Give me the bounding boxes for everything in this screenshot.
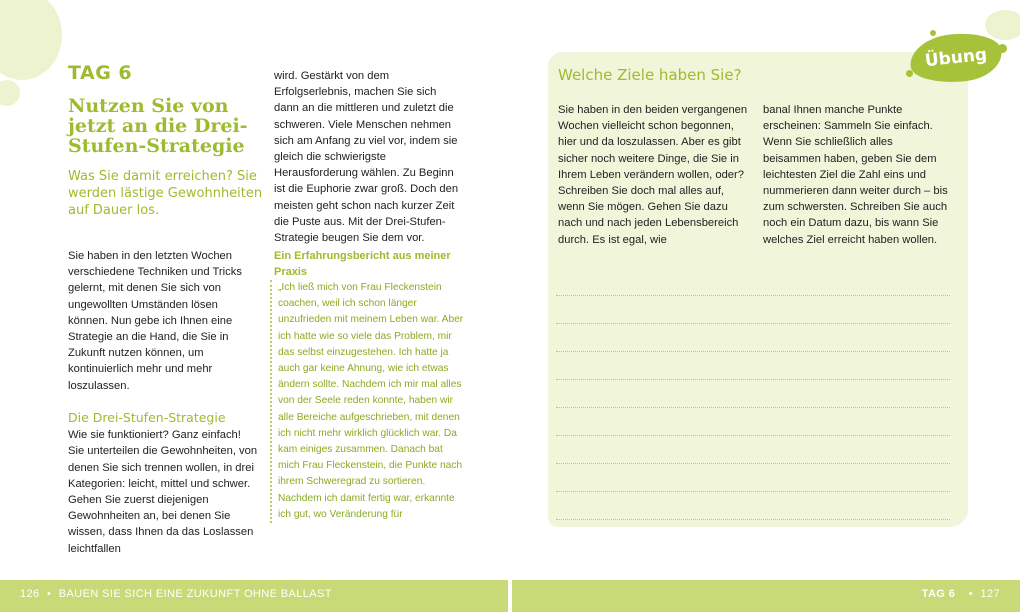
- writing-line[interactable]: [556, 464, 950, 492]
- section-paragraph: Wie sie funktioniert? Ganz einfach! Sie unterteilen die Gewohnheiten, von denen Sie sich trennen wollen, in drei Kategorien: leicht, mittel und schwer. Gehen Sie zuerst diejenigen Gewohnheiten an, bei denen Sie wissen, dass Ihnen da das Loslassen leichtfallen: [68, 429, 258, 555]
- day-label: TAG 6: [68, 62, 133, 84]
- exercise-paragraph-left: Sie haben in den beiden vergangenen Wochen vielleicht schon begonnen, hier und da loszulassen. Aber es gibt sicher noch weitere Dinge, die Sie in Ihrem Leben verändern wollen, oder? Schreiben Sie doch mal alles auf, wenn Sie mögen. Gehen Sie dazu nach und nach jeden Lebensbereich durch. Es ist egal, wie: [558, 104, 748, 246]
- footer-bullet: •: [968, 588, 973, 600]
- running-day: TAG 6: [921, 588, 956, 600]
- exercise-paragraph-right: banal Ihnen manche Punkte erscheinen: Sammeln Sie einfach. Wenn Sie schließlich alles beisammen haben, geben Sie dem leichtesten Ziel die Zahl eins und nummerieren dann weiter durch – bis zum schwersten. Schreiben Sie auch noch ein Datum dazu, bis wann Sie welches Ziel erreicht haben wollen.: [763, 104, 948, 246]
- writing-line[interactable]: [556, 324, 950, 352]
- writing-line[interactable]: [556, 492, 950, 520]
- writing-line[interactable]: [556, 268, 950, 296]
- exercise-title: Welche Ziele haben Sie?: [558, 66, 742, 84]
- section-heading: Die Drei-Stufen-Strategie: [68, 410, 226, 425]
- page-number-right: 127: [980, 588, 1000, 600]
- intro-paragraph: Sie haben in den letzten Wochen verschiedene Techniken und Tricks gelernt, mit denen Sie sich von ungewollten Umständen lösen können. Nun gebe ich Ihnen eine Strategie an die Hand, die Sie in Zukunft nutzen können, um kontinuierlich mehr und mehr loszulassen.: [68, 250, 242, 392]
- column-two-paragraph: wird. Gestärkt von dem Erfolgserlebnis, machen Sie sich dann an die mittleren und zuletzt die schweren. Viele Menschen nehmen sich am Anfang zu viel vor, indem sie gleich die schwierigste Herausforderung wählen. Zu Beginn ist die Euphorie zwar groß. Doch den meisten geht schon nach kurzer Zeit die Puste aus. Mit der Drei-Stufen-Strategie beugen Sie dem vor.: [274, 70, 459, 245]
- writing-line[interactable]: [556, 408, 950, 436]
- badge-splash-dot: [998, 44, 1007, 53]
- footer-right: [922, 588, 1000, 600]
- badge-label: Übung: [923, 44, 989, 72]
- writing-lines[interactable]: [556, 268, 950, 520]
- badge-splash-dot: [906, 70, 913, 77]
- writing-line[interactable]: [556, 436, 950, 464]
- testimonial-quote: „Ich ließ mich von Frau Fleckenstein coachen, weil ich schon länger unzufrieden mit meinem Leben war. Aber ich hatte wie so viele das Problem, mir das selbst einzugestehen. Ich hatte ja auch gar keine Ahnung, wie ich etwas ändern sollte. Nachdem ich mir mal alles von der Seele reden konnte, haben wir alle Bereiche aufgeschrieben, mit denen ich nicht mehr wirklich glücklich war. Da kam einiges zusammen. Danach bat mich Frau Fleckenstein, die Punkte nach ihrem Schweregrad zu sortieren. Nachdem ich damit fertig war, erkannte ich gut, wo Veränderung für: [270, 280, 464, 523]
- badge-splash-dot: [930, 30, 936, 36]
- writing-line[interactable]: [556, 296, 950, 324]
- page-headline: Nutzen Sie von jetzt an die Drei-Stufen-Strategie: [68, 95, 248, 157]
- running-title: BAUEN SIE SICH EINE ZUKUNFT OHNE BALLAST: [58, 588, 332, 600]
- footer-left: [20, 588, 332, 600]
- page-number-left: 126: [20, 588, 40, 600]
- writing-line[interactable]: [556, 352, 950, 380]
- footer-bullet: •: [47, 588, 52, 600]
- writing-line[interactable]: [556, 380, 950, 408]
- page-subhead: Was Sie damit erreichen? Sie werden lästige Gewohnheiten auf Dauer los.: [68, 169, 263, 218]
- report-heading: Ein Erfahrungsbericht aus meiner Praxis: [274, 250, 451, 278]
- strategy-section: [68, 410, 258, 557]
